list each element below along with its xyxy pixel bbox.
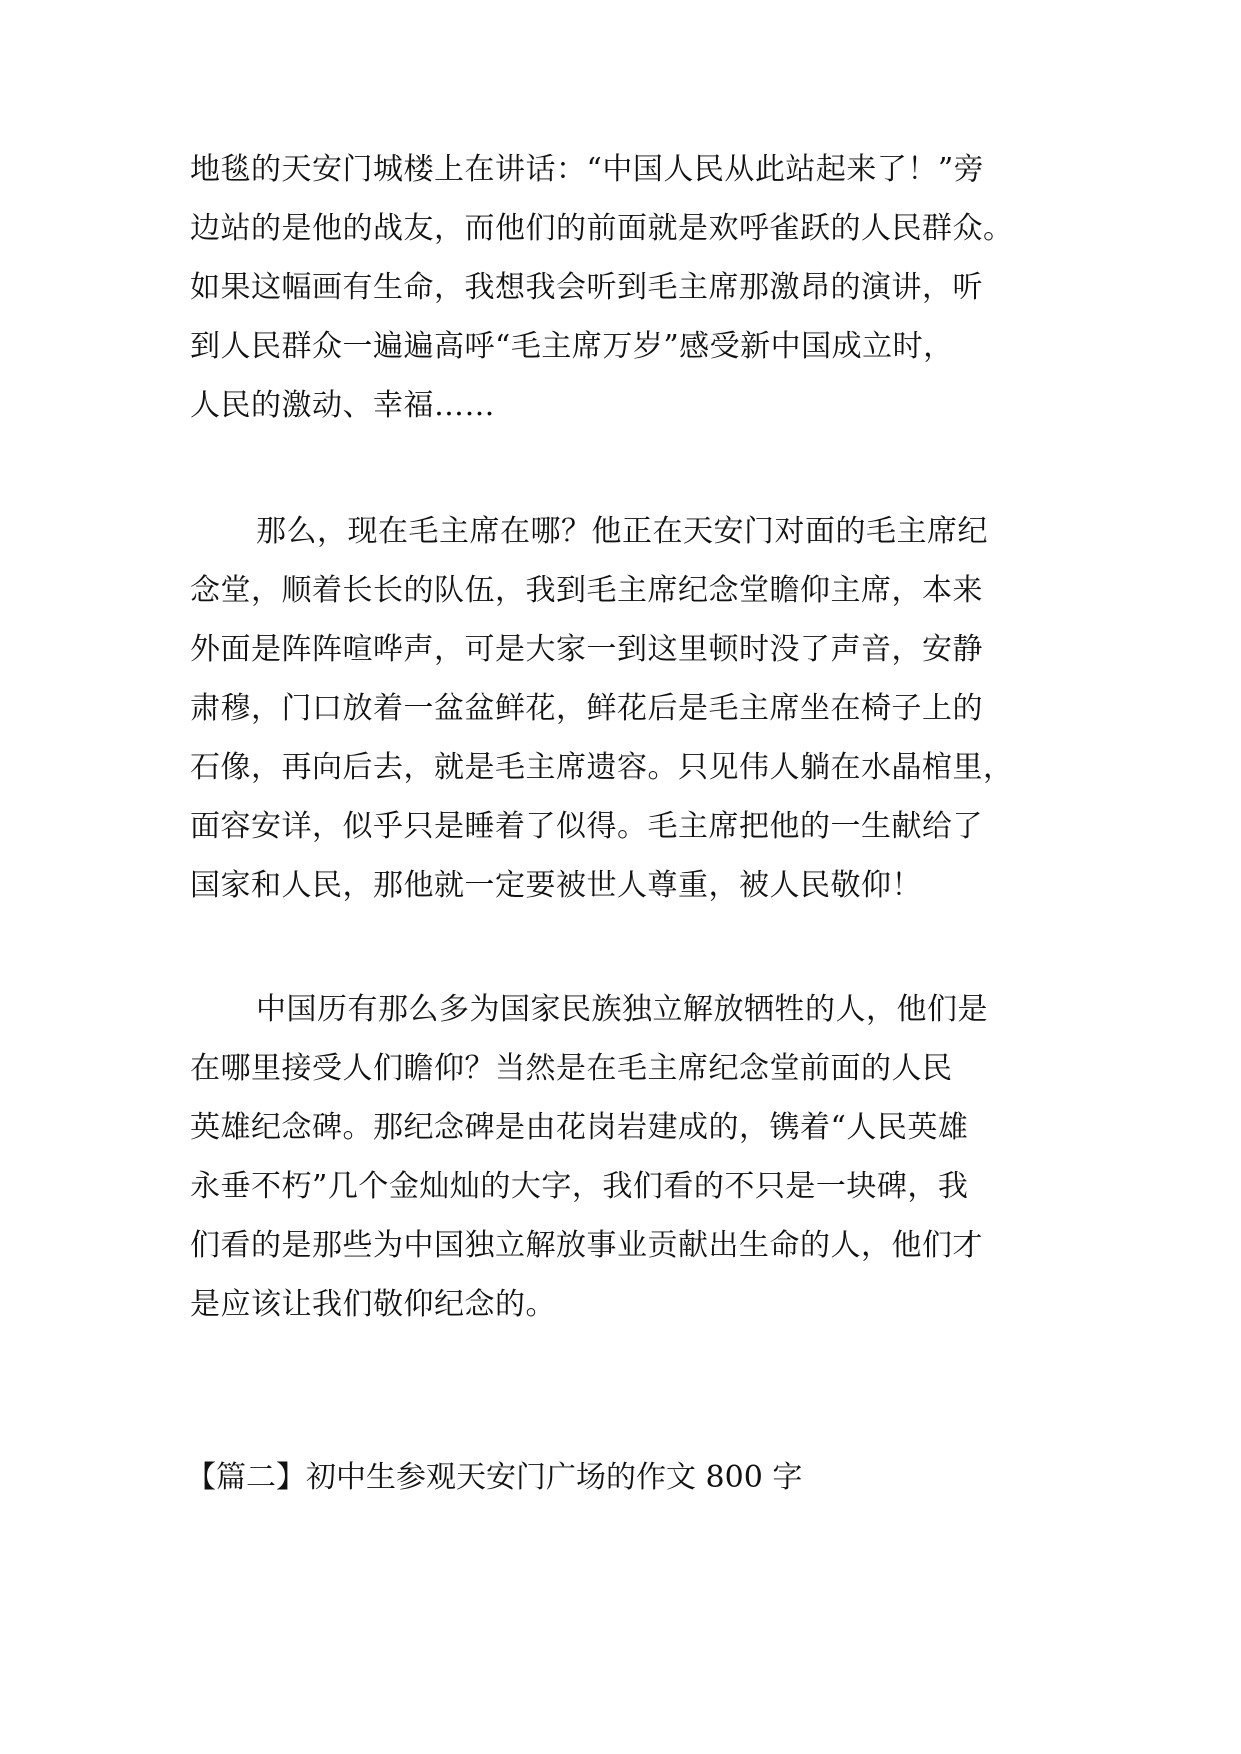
paragraph-1-line-4: 到人民群众一遍遍高呼“毛主席万岁”感受新中国成立时，: [190, 329, 954, 364]
paragraph-1-line-2: 边站的是他的战友，而他们的前面就是欢呼雀跃的人民群众。: [190, 211, 1014, 246]
paragraph-2-line-2: 念堂，顺着长长的队伍，我到毛主席纪念堂瞻仰主席，本来: [190, 573, 983, 608]
paragraph-3-line-6: 是应该让我们敬仰纪念的。: [190, 1287, 556, 1322]
paragraph-2-line-7: 国家和人民，那他就一定要被世人尊重，被人民敬仰！: [190, 868, 922, 903]
paragraph-2-line-4: 肃穆，门口放着一盆盆鲜花，鲜花后是毛主席坐在椅子上的: [190, 691, 983, 726]
paragraph-3-line-4: 永垂不朽”几个金灿灿的大字，我们看的不只是一块碑，我: [190, 1169, 969, 1204]
paragraph-3-line-1: 中国历有那么多为国家民族独立解放牺牲的人，他们是: [256, 992, 988, 1027]
paragraph-3-line-2: 在哪里接受人们瞻仰？当然是在毛主席纪念堂前面的人民: [190, 1051, 953, 1086]
paragraph-3-line-5: 们看的是那些为中国独立解放事业贡献出生命的人，他们才: [190, 1228, 983, 1263]
paragraph-1-line-1: 地毯的天安门城楼上在讲话：“中国人民从此站起来了！”旁: [190, 152, 985, 187]
paragraph-3-line-3: 英雄纪念碑。那纪念碑是由花岗岩建成的，镌着“人民英雄: [190, 1110, 969, 1145]
paragraph-2-line-3: 外面是阵阵喧哗声，可是大家一到这里顿时没了声音，安静: [190, 632, 983, 667]
paragraph-2-line-5: 石像，再向后去，就是毛主席遗容。只见伟人躺在水晶棺里，: [190, 750, 1014, 785]
paragraph-2-line-6: 面容安详，似乎只是睡着了似得。毛主席把他的一生献给了: [190, 809, 983, 844]
paragraph-1-line-3: 如果这幅画有生命，我想我会听到毛主席那激昂的演讲，听: [190, 270, 983, 305]
paragraph-1-line-5: 人民的激动、幸福……: [190, 388, 495, 423]
paragraph-2-line-1: 那么，现在毛主席在哪？他正在天安门对面的毛主席纪: [256, 514, 988, 549]
section-heading: 【篇二】初中生参观天安门广场的作文 800 字: [186, 1460, 803, 1495]
